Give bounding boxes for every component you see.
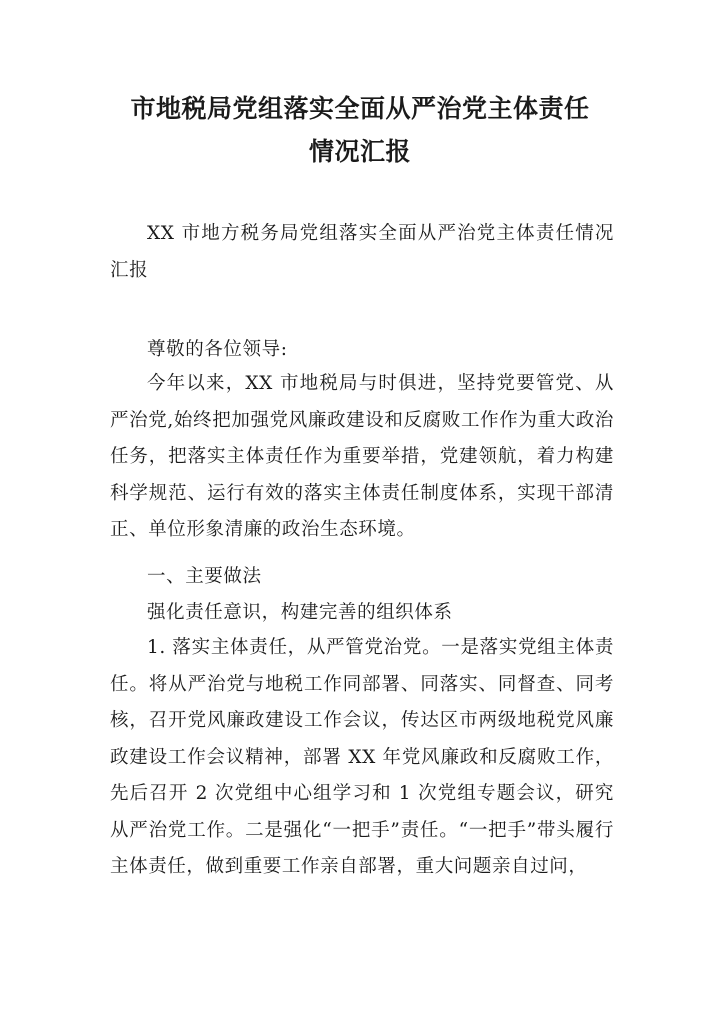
document-subtitle: XX 市地方税务局党组落实全面从严治党主体责任情况汇报 xyxy=(110,223,614,281)
subsection-heading: 强化责任意识，构建完善的组织体系 xyxy=(147,602,453,623)
paragraph-responsibility: 1. 落实主体责任，从严管党治党。一是落实党组主体责任。将从严治党与地税工作同部署、同落实、同督查、同考核，召开党风廉政建设工作会议，传达区市两级地税党风廉政建设工作会议精神，部署 XX 年党风廉政和反腐败工作，先后召开 2 次党组中心组学习和 1 次党组专题会议，研究从严治党工作。二是强化“一把手”责任。“一把手”带头履行主体责任，做到重要工作亲自部署，重大问题亲自过问， xyxy=(110,637,614,877)
document-title-line2: 情况汇报 xyxy=(308,137,411,166)
document-title-line1: 市地税局党组落实全面从严治党主体责任 xyxy=(130,94,590,123)
section-heading: 一、主要做法 xyxy=(147,566,262,587)
paragraph-intro: 今年以来，XX 市地税局与时俱进，坚持党要管党、从严治党,始终把加强党风廉政建设和反腐败工作作为重大政治任务，把落实主体责任作为重要举措，党建领航，着力构建科学规范、运行有效的落实主体责任制度体系，实现干部清正、单位形象清廉的政治生态环境。 xyxy=(110,373,614,540)
greeting: 尊敬的各位领导: xyxy=(147,339,288,360)
